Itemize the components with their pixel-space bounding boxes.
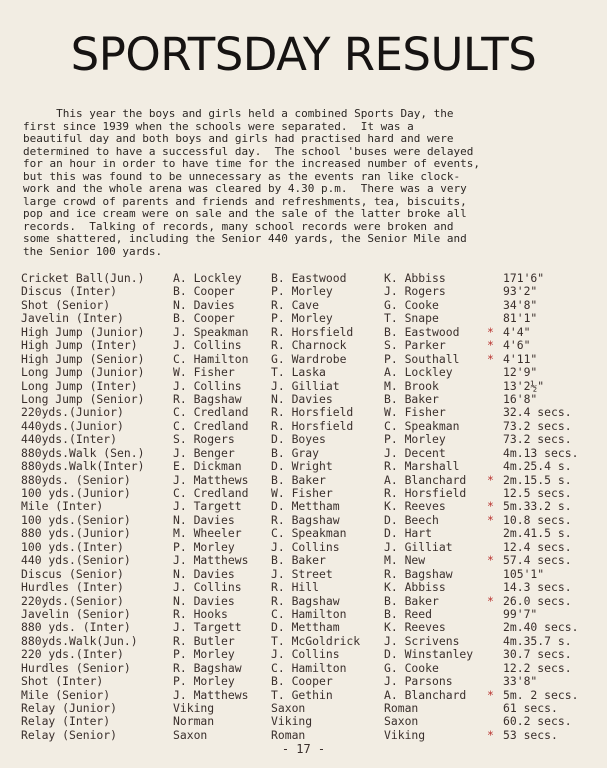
table-row — [21, 366, 596, 379]
result-third-place: K. Abbiss — [384, 580, 446, 595]
result-first-place: J. Collins — [173, 580, 242, 595]
result-value: 73.2 secs. — [503, 432, 572, 447]
record-star: * — [487, 472, 494, 487]
result-first-place: E. Dickman — [173, 459, 242, 474]
result-third-place: Viking — [384, 727, 426, 742]
result-value: 4'4" — [503, 324, 531, 339]
result-event: Shot (Senior) — [21, 297, 111, 312]
result-first-place: P. Morley — [173, 539, 235, 554]
result-second-place: B. Baker — [271, 472, 326, 487]
table-row — [21, 380, 596, 393]
result-second-place: J. Street — [271, 566, 333, 581]
result-value: 12.5 secs. — [503, 486, 572, 500]
result-first-place: A. Lockley — [173, 271, 242, 285]
result-third-place: M. Brook — [384, 378, 439, 393]
result-second-place: R. Horsfield — [271, 405, 354, 420]
result-event: 880yds.Walk (Sen.) — [21, 445, 145, 460]
result-second-place: Saxon — [271, 701, 306, 715]
result-value: 60.2 secs. — [503, 714, 572, 729]
result-first-place: B. Cooper — [173, 311, 235, 326]
result-first-place: C. Credland — [173, 418, 249, 433]
result-value: 13'2½" — [503, 378, 545, 393]
result-value: 33'8" — [503, 674, 538, 689]
result-event: Relay (Junior) — [21, 701, 118, 715]
result-first-place: B. Cooper — [173, 284, 235, 299]
result-second-place: Roman — [271, 727, 306, 742]
result-first-place: P. Morley — [173, 674, 235, 689]
result-third-place: P. Southall — [384, 351, 460, 366]
table-row — [21, 621, 596, 634]
table-row — [21, 568, 596, 581]
result-second-place: G. Wardrobe — [271, 351, 347, 366]
intro-line: This year the boys and girls held a combined Sports Day, the — [23, 107, 454, 120]
result-second-place: R. Horsfield — [271, 324, 354, 339]
result-event: 880yds.Walk(Jun.) — [21, 633, 138, 648]
intro-line: some shattered, including the Senior 440 yards, the Senior Mile and — [23, 232, 467, 246]
result-first-place: R. Hooks — [173, 606, 228, 621]
result-first-place: R. Bagshaw — [173, 660, 242, 675]
result-second-place: B. Gray — [271, 445, 320, 460]
result-third-place: K. Reeves — [384, 499, 446, 514]
result-event: Relay (Senior) — [21, 727, 118, 742]
table-row — [21, 487, 596, 500]
result-third-place: C. Speakman — [384, 418, 460, 433]
result-first-place: N. Davies — [173, 593, 235, 608]
table-row — [21, 635, 596, 648]
result-third-place: Roman — [384, 701, 419, 715]
result-first-place: W. Fisher — [173, 365, 235, 380]
result-first-place: C. Credland — [173, 486, 249, 500]
result-value: 4'11" — [503, 351, 538, 366]
result-value: 4m.13 secs. — [503, 445, 579, 460]
table-row — [21, 460, 596, 473]
result-event: Shot (Inter) — [21, 674, 104, 689]
result-value: 5m. 2 secs. — [503, 687, 579, 702]
result-second-place: R. Bagshaw — [271, 512, 340, 527]
table-row — [21, 272, 596, 285]
result-value: 57.4 secs. — [503, 553, 572, 568]
result-second-place: D. Mettham — [271, 499, 340, 514]
result-first-place: J. Speakman — [173, 324, 249, 339]
result-third-place: B. Baker — [384, 391, 439, 406]
table-row — [21, 662, 596, 675]
result-first-place: C. Credland — [173, 405, 249, 420]
result-value: 32.4 secs. — [503, 405, 572, 420]
result-third-place: J. Gilliat — [384, 539, 453, 554]
record-star: * — [487, 338, 494, 353]
result-event: High Jump (Inter) — [21, 338, 138, 353]
table-row — [21, 474, 596, 487]
table-row — [21, 406, 596, 419]
table-row — [21, 433, 596, 446]
table-row — [21, 554, 596, 567]
result-first-place: J. Matthews — [173, 687, 249, 702]
table-row — [21, 581, 596, 594]
result-first-place: J. Collins — [173, 378, 242, 393]
result-third-place: B. Eastwood — [384, 324, 460, 339]
result-second-place: R. Horsfield — [271, 418, 354, 433]
result-second-place: T. Laska — [271, 365, 326, 380]
result-third-place: J. Scrivens — [384, 633, 460, 648]
record-star: * — [487, 351, 494, 366]
record-star: * — [487, 687, 494, 702]
result-event: Long Jump (Senior) — [21, 391, 145, 406]
page-title: SPORTSDAY RESULTS — [70, 28, 537, 81]
result-second-place: N. Davies — [271, 391, 333, 406]
result-event: Discus (Inter) — [21, 284, 118, 299]
result-first-place: M. Wheeler — [173, 526, 242, 541]
intro-line: beautiful day and both boys and girls had practised hard and were — [23, 132, 454, 146]
result-second-place: J. Collins — [271, 647, 340, 662]
result-second-place: J. Collins — [271, 539, 340, 554]
table-row — [21, 500, 596, 513]
record-star: * — [487, 553, 494, 568]
result-value: 171'6" — [503, 271, 545, 285]
result-first-place: J. Matthews — [173, 553, 249, 568]
intro-line: work and the whole arena was cleared by 4.30 p.m. There was a very — [23, 182, 467, 196]
result-second-place: D. Boyes — [271, 432, 326, 447]
result-third-place: T. Snape — [384, 311, 439, 326]
intro-line: the Senior 100 yards. — [23, 245, 163, 259]
result-third-place: M. New — [384, 553, 426, 568]
result-value: 81'1" — [503, 311, 538, 326]
table-row — [21, 447, 596, 460]
result-second-place: R. Cave — [271, 297, 320, 312]
result-event: 440yds.(Junior) — [21, 418, 124, 433]
result-event: Javelin (Senior) — [21, 606, 131, 621]
record-star: * — [487, 593, 494, 608]
result-first-place: R. Bagshaw — [173, 391, 242, 406]
result-value: 4'6" — [503, 338, 531, 353]
table-row — [21, 715, 596, 728]
result-first-place: Saxon — [173, 727, 208, 742]
result-value: 12'9" — [503, 365, 538, 380]
result-third-place: R. Horsfield — [384, 486, 467, 500]
table-row — [21, 541, 596, 554]
result-first-place: N. Davies — [173, 297, 235, 312]
result-first-place: J. Matthews — [173, 472, 249, 487]
intro-line: records. Talking of records, many school records were broken and — [23, 219, 454, 233]
intro-line: pop and ice cream were on sale and the sale of the latter broke all — [23, 207, 467, 221]
result-event: 440 yds.(Senior) — [21, 553, 131, 568]
result-event: 880 yds.(Junior) — [21, 526, 131, 541]
intro-paragraph — [23, 108, 595, 259]
result-first-place: Viking — [173, 701, 215, 715]
table-row — [21, 689, 596, 702]
intro-line: for an hour in order to have time for the increased number of events, — [23, 157, 480, 171]
result-value: 2m.15.5 s. — [503, 472, 572, 487]
table-row — [21, 648, 596, 661]
result-event: 220yds.(Junior) — [21, 405, 124, 420]
result-third-place: S. Parker — [384, 338, 446, 353]
result-second-place: R. Bagshaw — [271, 593, 340, 608]
results-table — [21, 272, 596, 742]
table-row — [21, 527, 596, 540]
table-row — [21, 285, 596, 298]
result-second-place: J. Gilliat — [271, 378, 340, 393]
result-event: Hurdles (Inter) — [21, 580, 124, 595]
result-third-place: K. Abbiss — [384, 271, 446, 285]
result-event: 100 yds.(Senior) — [21, 512, 131, 527]
table-row — [21, 326, 596, 339]
result-first-place: P. Morley — [173, 647, 235, 662]
result-third-place: B. Reed — [384, 606, 433, 621]
result-second-place: T. McGoldrick — [271, 633, 361, 648]
result-value: 12.2 secs. — [503, 660, 572, 675]
result-first-place: J. Collins — [173, 338, 242, 353]
table-row — [21, 608, 596, 621]
result-value: 93'2" — [503, 284, 538, 299]
result-value: 12.4 secs. — [503, 539, 572, 554]
result-event: 100 yds.(Inter) — [21, 539, 124, 554]
result-event: Javelin (Inter) — [21, 311, 124, 326]
result-first-place: J. Targett — [173, 620, 242, 635]
result-second-place: B. Baker — [271, 553, 326, 568]
result-event: High Jump (Senior) — [21, 351, 145, 366]
table-row — [21, 514, 596, 527]
intro-line: large crowd of parents and friends and refreshments, tea, biscuits, — [23, 194, 467, 208]
result-value: 30.7 secs. — [503, 647, 572, 662]
result-second-place: P. Morley — [271, 311, 333, 326]
result-second-place: Viking — [271, 714, 313, 729]
result-value: 99'7" — [503, 606, 538, 621]
result-second-place: R. Hill — [271, 580, 320, 595]
result-third-place: G. Cooke — [384, 660, 439, 675]
result-first-place: Norman — [173, 714, 215, 729]
result-first-place: R. Butler — [173, 633, 235, 648]
intro-line: determined to have a successful day. The school 'buses were delayed — [23, 144, 474, 158]
result-third-place: J. Decent — [384, 445, 446, 460]
result-event: Long Jump (Junior) — [21, 365, 145, 380]
result-event: 440yds.(Inter) — [21, 432, 118, 447]
result-third-place: A. Lockley — [384, 365, 453, 380]
result-third-place: W. Fisher — [384, 405, 446, 420]
result-first-place: J. Benger — [173, 445, 235, 460]
result-third-place: J. Parsons — [384, 674, 453, 689]
result-third-place: R. Bagshaw — [384, 566, 453, 581]
result-second-place: P. Morley — [271, 284, 333, 299]
record-star: * — [487, 499, 494, 514]
table-row — [21, 339, 596, 352]
result-second-place: W. Fisher — [271, 486, 333, 500]
table-row — [21, 675, 596, 688]
result-value: 4m.25.4 s. — [503, 459, 572, 474]
page-number: - 17 - — [281, 742, 326, 756]
result-value: 53 secs. — [503, 727, 558, 742]
result-event: Hurdles (Senior) — [21, 660, 131, 675]
result-third-place: A. Blanchard — [384, 472, 467, 487]
table-row — [21, 299, 596, 312]
result-first-place: N. Davies — [173, 566, 235, 581]
result-event: 220 yds.(Inter) — [21, 647, 124, 662]
result-first-place: N. Davies — [173, 512, 235, 527]
record-star: * — [487, 324, 494, 339]
result-value: 10.8 secs. — [503, 512, 572, 527]
record-star: * — [487, 727, 494, 742]
result-event: High Jump (Junior) — [21, 324, 145, 339]
result-first-place: J. Targett — [173, 499, 242, 514]
result-value: 61 secs. — [503, 701, 558, 715]
result-value: 26.0 secs. — [503, 593, 572, 608]
result-second-place: D. Wright — [271, 459, 333, 474]
result-third-place: A. Blanchard — [384, 687, 467, 702]
result-event: 220yds.(Senior) — [21, 593, 124, 608]
table-row — [21, 729, 596, 742]
result-event: Discus (Senior) — [21, 566, 124, 581]
table-row — [21, 702, 596, 715]
result-third-place: R. Marshall — [384, 459, 460, 474]
result-value: 16'8" — [503, 391, 538, 406]
table-row — [21, 595, 596, 608]
record-star: * — [487, 512, 494, 527]
table-row — [21, 312, 596, 325]
result-third-place: D. Winstanley — [384, 647, 474, 662]
result-event: Mile (Senior) — [21, 687, 111, 702]
result-event: 880 yds. (Inter) — [21, 620, 131, 635]
result-first-place: S. Rogers — [173, 432, 235, 447]
result-event: Mile (Inter) — [21, 499, 104, 514]
result-third-place: D. Beech — [384, 512, 439, 527]
intro-line: but this was found to be unnecessary as the events ran like clock- — [23, 169, 461, 183]
result-event: Long Jump (Inter) — [21, 378, 138, 393]
result-value: 14.3 secs. — [503, 580, 572, 595]
result-second-place: B. Eastwood — [271, 271, 347, 285]
result-value: 34'8" — [503, 297, 538, 312]
result-second-place: C. Speakman — [271, 526, 347, 541]
result-value: 73.2 secs. — [503, 418, 572, 433]
result-third-place: J. Rogers — [384, 284, 446, 299]
table-row — [21, 353, 596, 366]
result-value: 2m.41.5 s. — [503, 526, 572, 541]
result-second-place: R. Charnock — [271, 338, 347, 353]
result-second-place: C. Hamilton — [271, 606, 347, 621]
result-value: 5m.33.2 s. — [503, 499, 572, 514]
result-event: Relay (Inter) — [21, 714, 111, 729]
result-value: 105'1" — [503, 566, 545, 581]
result-second-place: D. Mettham — [271, 620, 340, 635]
result-second-place: T. Gethin — [271, 687, 333, 702]
result-event: 100 yds.(Junior) — [21, 486, 131, 500]
result-value: 2m.40 secs. — [503, 620, 579, 635]
table-row — [21, 393, 596, 406]
result-value: 4m.35.7 s. — [503, 633, 572, 648]
result-event: 880yds. (Senior) — [21, 472, 131, 487]
result-second-place: B. Cooper — [271, 674, 333, 689]
result-third-place: Saxon — [384, 714, 419, 729]
intro-line: first since 1939 when the schools were separated. It was a — [23, 119, 414, 133]
result-third-place: K. Reeves — [384, 620, 446, 635]
result-third-place: P. Morley — [384, 432, 446, 447]
result-event: Cricket Ball(Jun.) — [21, 271, 145, 285]
result-event: 880yds.Walk(Inter) — [21, 459, 145, 474]
result-third-place: D. Hart — [384, 526, 433, 541]
result-third-place: G. Cooke — [384, 297, 439, 312]
table-row — [21, 420, 596, 433]
result-second-place: C. Hamilton — [271, 660, 347, 675]
result-first-place: C. Hamilton — [173, 351, 249, 366]
result-third-place: B. Baker — [384, 593, 439, 608]
